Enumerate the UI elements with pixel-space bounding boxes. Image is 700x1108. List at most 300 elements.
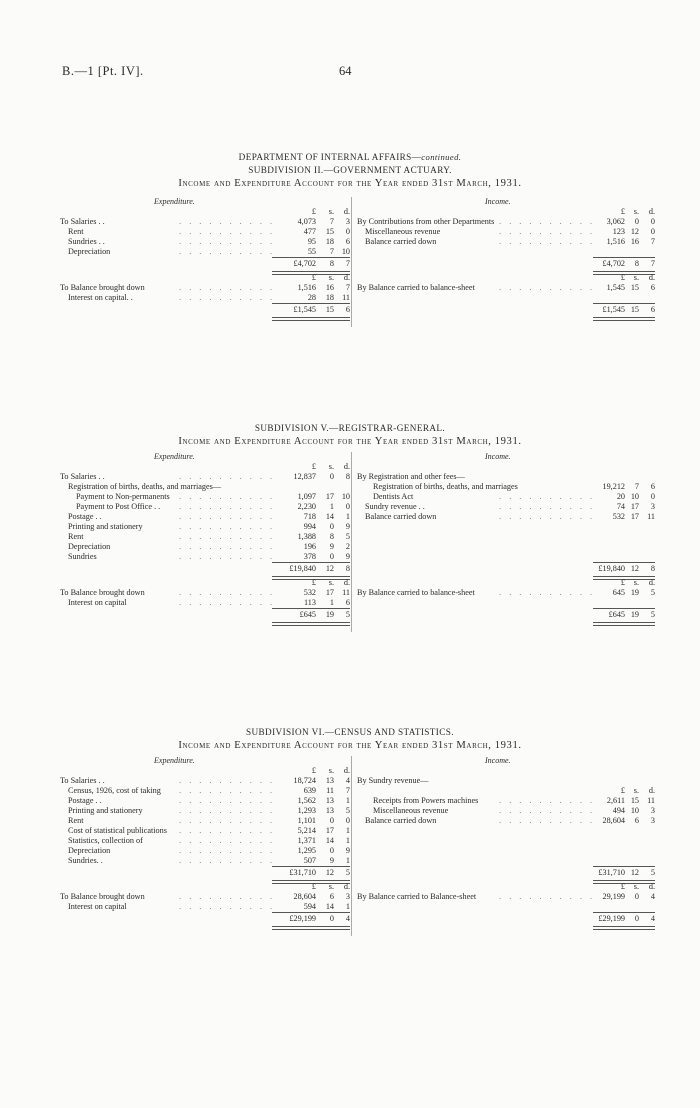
amount-pence: 0 xyxy=(345,227,350,236)
amount-pence: 1 xyxy=(345,796,350,805)
amount-shillings: 16 xyxy=(325,283,334,292)
amount-pounds: £19,840 xyxy=(598,564,625,573)
leader-dots: . . . . . . . . . . xyxy=(179,776,275,785)
amount xyxy=(272,522,350,532)
total-row xyxy=(357,912,657,922)
entry-label: Payment to Post Office . . xyxy=(76,502,163,512)
amount-shillings: s. xyxy=(328,207,334,216)
amount-shillings: 14 xyxy=(325,902,334,911)
amount-pence: 11 xyxy=(647,796,655,805)
ledger-row xyxy=(357,588,657,598)
amount-shillings: 19 xyxy=(630,588,639,597)
amount xyxy=(593,882,655,892)
amount-shillings: 0 xyxy=(329,846,334,855)
amount-shillings: 19 xyxy=(325,610,334,619)
entry-label: To Salaries . . xyxy=(60,472,108,482)
amount xyxy=(272,882,350,892)
ledger-row xyxy=(357,902,657,912)
total-row xyxy=(357,866,657,876)
leader-dots: . . . . . . . . . . xyxy=(179,237,275,246)
ledger-row xyxy=(357,542,657,552)
amount xyxy=(272,836,350,846)
amount-shillings: s. xyxy=(328,462,334,471)
amount-pounds: 1,545 xyxy=(606,283,625,292)
amount-pence: 1 xyxy=(345,902,350,911)
entry-label: Sundry revenue . . xyxy=(365,502,428,512)
leader-dots: . . . . . . . . . . xyxy=(179,786,275,795)
subdivision-title: SUBDIVISION II.—GOVERNMENT ACTUARY. xyxy=(248,165,452,175)
amount-pence: 3 xyxy=(345,217,350,226)
amount-shillings: s. xyxy=(328,273,334,282)
amount xyxy=(272,598,350,608)
amount-pence: 5 xyxy=(650,588,655,597)
ledger-row xyxy=(60,217,350,227)
amount-pounds: 645 xyxy=(612,588,625,597)
entry-label: Sundries. . xyxy=(68,856,106,866)
amount-shillings: 14 xyxy=(325,512,334,521)
ledger-row xyxy=(357,598,657,608)
amount-shillings: 0 xyxy=(329,552,334,561)
amount-shillings: 15 xyxy=(630,305,639,314)
amount-pence: d. xyxy=(648,786,655,795)
amount-pounds: £ xyxy=(620,273,625,282)
amount-shillings: 15 xyxy=(325,227,334,236)
amount-shillings: 17 xyxy=(630,502,639,511)
ledger-row xyxy=(357,552,657,562)
leader-dots: . . . . . . . . . . xyxy=(179,472,275,481)
subdivision-title: SUBDIVISION VI.—CENSUS AND STATISTICS. xyxy=(245,727,455,737)
entry-label: Printing and stationery xyxy=(68,522,146,532)
amount-pounds: 1,516 xyxy=(606,237,625,246)
amount-pounds: 2,611 xyxy=(606,796,625,805)
total-row xyxy=(357,608,657,618)
amount-shillings: 13 xyxy=(325,776,334,785)
amount xyxy=(272,856,350,866)
amount-shillings: 10 xyxy=(630,806,639,815)
ledger-row xyxy=(357,816,657,826)
amount-pounds: £645 xyxy=(299,610,316,619)
amount-pence: 11 xyxy=(342,293,350,302)
amount-pounds: £29,199 xyxy=(598,914,625,923)
amount-pence: 4 xyxy=(650,892,655,901)
amount-pounds: £ xyxy=(620,882,625,891)
amount-pounds: 113 xyxy=(304,598,316,607)
amount-pounds: £ xyxy=(620,786,625,795)
amount-pounds: £ xyxy=(311,462,316,471)
ledger-row xyxy=(357,462,657,472)
units-row xyxy=(357,207,657,217)
amount-pence: 5 xyxy=(345,610,350,619)
column-divider xyxy=(351,197,352,327)
leader-dots: . . . . . . . . . . xyxy=(179,283,275,292)
amount-shillings: 0 xyxy=(634,217,639,226)
leader-dots: . . . . . . . . . . xyxy=(179,856,275,865)
leader-dots: . . . . . . . . . . xyxy=(499,892,595,901)
entry-label: Cost of statistical publications xyxy=(68,826,170,836)
leader-dots: . . . . . . . . . . xyxy=(179,588,275,597)
amount-pence: 7 xyxy=(345,283,350,292)
amount-shillings: 6 xyxy=(329,892,334,901)
leader-dots: . . . . . . . . . . xyxy=(499,227,595,236)
amount xyxy=(272,472,350,482)
ledger-row xyxy=(357,217,657,227)
entry-label: By Contributions from other Departments xyxy=(357,217,497,227)
ledger-row xyxy=(357,293,657,303)
leader-dots: . . . . . . . . . . xyxy=(179,217,275,226)
total-row xyxy=(357,562,657,572)
amount xyxy=(272,532,350,542)
amount-shillings: 17 xyxy=(325,588,334,597)
amount xyxy=(272,846,350,856)
leader-dots: . . . . . . . . . . xyxy=(179,806,275,815)
amount-pence: 9 xyxy=(345,552,350,561)
leader-dots: . . . . . . . . . . xyxy=(179,846,275,855)
amount-shillings: s. xyxy=(633,207,639,216)
expenditure-column xyxy=(60,452,350,618)
amount-pounds: 1,097 xyxy=(297,492,316,501)
ledger-row xyxy=(60,806,350,816)
ledger-row xyxy=(357,237,657,247)
ledger-row xyxy=(60,826,350,836)
amount-shillings: 9 xyxy=(329,856,334,865)
ledger-row xyxy=(357,227,657,237)
amount-pounds: 74 xyxy=(616,502,625,511)
amount xyxy=(272,227,350,237)
amount-pence: 5 xyxy=(650,610,655,619)
entry-label: Depreciation xyxy=(68,542,113,552)
amount-pounds: 28,604 xyxy=(602,816,625,825)
amount xyxy=(272,806,350,816)
amount xyxy=(272,237,350,247)
amount-pence: 7 xyxy=(345,259,350,268)
ledger-row xyxy=(357,776,657,786)
amount-pence: 8 xyxy=(345,564,350,573)
amount xyxy=(593,273,655,283)
amount xyxy=(272,512,350,522)
amount-pounds: 55 xyxy=(307,247,316,256)
amount xyxy=(272,492,350,502)
amount-pence: 1 xyxy=(345,826,350,835)
amount xyxy=(593,237,655,247)
units-row xyxy=(60,578,350,588)
leader-dots: . . . . . . . . . . xyxy=(499,502,595,511)
amount-shillings: 18 xyxy=(325,237,334,246)
amount-pounds: 20 xyxy=(616,492,625,501)
units-row xyxy=(357,578,657,588)
units-row xyxy=(60,462,350,472)
amount-pounds: £29,199 xyxy=(289,914,316,923)
leader-dots: . . . . . . . . . . xyxy=(179,492,275,501)
amount-shillings: 15 xyxy=(630,283,639,292)
amount-pence: d. xyxy=(648,207,655,216)
entry-label: Balance carried down xyxy=(365,237,439,247)
ledger-row xyxy=(357,892,657,902)
amount xyxy=(593,912,655,927)
amount-shillings: 13 xyxy=(325,796,334,805)
amount-pence: d. xyxy=(648,882,655,891)
amount-shillings: 0 xyxy=(329,816,334,825)
column-heading-row xyxy=(357,197,657,207)
amount-pence: d. xyxy=(343,766,350,775)
expenditure-column xyxy=(60,197,350,313)
entry-label: By Sundry revenue— xyxy=(357,776,431,786)
amount xyxy=(272,892,350,902)
leader-dots: . . . . . . . . . . xyxy=(179,892,275,901)
amount xyxy=(593,892,655,902)
total-row xyxy=(357,257,657,267)
amount-pounds: £31,710 xyxy=(289,868,316,877)
amount-pounds: 532 xyxy=(303,588,316,597)
amount xyxy=(272,766,350,776)
ledger-row xyxy=(60,796,350,806)
amount-shillings: 8 xyxy=(634,259,639,268)
amount-pounds: £ xyxy=(311,882,316,891)
ledger-row xyxy=(60,776,350,786)
amount-pence: 1 xyxy=(345,512,350,521)
amount-shillings: 1 xyxy=(329,598,334,607)
entry-label: By Registration and other fees— xyxy=(357,472,468,482)
leader-dots: . . . . . . . . . . xyxy=(499,283,595,292)
units-row xyxy=(60,766,350,776)
entry-label: Interest on capital xyxy=(68,598,130,608)
amount-pounds: 494 xyxy=(612,806,625,815)
ledger-row xyxy=(60,502,350,512)
ledger-row xyxy=(60,522,350,532)
document-reference: B.—1 [Pt. IV]. xyxy=(62,64,144,78)
leader-dots: . . . . . . . . . . xyxy=(179,247,275,256)
amount-pounds: £4,702 xyxy=(602,259,625,268)
amount-pence: 2 xyxy=(345,542,350,551)
amount xyxy=(593,207,655,217)
amount xyxy=(272,303,350,318)
ledger-row xyxy=(357,482,657,492)
entry-label: Payment to Non-permanents xyxy=(76,492,173,502)
amount xyxy=(593,608,655,623)
entry-label: Interest on capital. . xyxy=(68,293,136,303)
amount-pence: 0 xyxy=(345,816,350,825)
amount-shillings: s. xyxy=(633,786,639,795)
amount-shillings: 8 xyxy=(329,532,334,541)
total-row xyxy=(60,562,350,572)
amount xyxy=(272,257,350,272)
amount-shillings: s. xyxy=(328,766,334,775)
amount-pence: 9 xyxy=(345,522,350,531)
amount-shillings: 9 xyxy=(329,542,334,551)
leader-dots: . . . . . . . . . . xyxy=(499,492,595,501)
account-title: Income and Expenditure Account for the Year ended 31st March, 1931. xyxy=(178,740,522,751)
entry-label: Miscellaneous revenue xyxy=(365,227,443,237)
entry-label: To Salaries . . xyxy=(60,217,108,227)
amount-pounds: £ xyxy=(311,207,316,216)
column-heading-row xyxy=(60,197,350,207)
amount-pounds: 1,516 xyxy=(297,283,316,292)
ledger-row xyxy=(60,492,350,502)
ledger-row xyxy=(60,902,350,912)
amount-shillings: 0 xyxy=(634,914,639,923)
ledger-row xyxy=(357,522,657,532)
amount-shillings: 11 xyxy=(326,786,334,795)
entry-label: Sundries xyxy=(68,552,100,562)
amount xyxy=(272,608,350,623)
amount-pence: 0 xyxy=(345,502,350,511)
leader-dots: . . . . . . . . . . xyxy=(179,532,275,541)
amount-pounds: 718 xyxy=(303,512,316,521)
amount-pounds: 18,724 xyxy=(293,776,316,785)
amount-pence: 5 xyxy=(345,532,350,541)
entry-label: Miscellaneous revenue xyxy=(373,806,451,816)
amount-pence: 1 xyxy=(345,836,350,845)
section-heading-registrar xyxy=(0,423,700,451)
total-row xyxy=(357,303,657,313)
amount-shillings: 6 xyxy=(634,816,639,825)
amount-shillings: 14 xyxy=(325,836,334,845)
amount xyxy=(272,786,350,796)
ledger-row xyxy=(60,552,350,562)
income-column xyxy=(357,756,657,922)
entry-label: Sundries . . xyxy=(68,237,108,247)
amount-pence: 6 xyxy=(650,283,655,292)
leader-dots: . . . . . . . . . . xyxy=(179,598,275,607)
ledger-row xyxy=(60,588,350,598)
entry-label: Postage . . xyxy=(68,796,105,806)
amount-shillings: 16 xyxy=(630,237,639,246)
amount xyxy=(272,552,350,562)
amount xyxy=(593,303,655,318)
amount-pence: d. xyxy=(343,462,350,471)
leader-dots: . . . . . . . . . . xyxy=(179,293,275,302)
income-heading: Income. xyxy=(485,452,511,461)
leader-dots: . . . . . . . . . . xyxy=(499,512,595,521)
entry-label: Postage . . xyxy=(68,512,105,522)
amount-pounds: £4,702 xyxy=(293,259,316,268)
amount-pence: 3 xyxy=(650,502,655,511)
amount xyxy=(272,796,350,806)
amount-shillings: 18 xyxy=(325,293,334,302)
leader-dots: . . . . . . . . . . xyxy=(179,552,275,561)
continued-note: continued. xyxy=(421,152,462,162)
ledger-row xyxy=(357,856,657,866)
ledger-row xyxy=(60,532,350,542)
entry-label: Dentists Act xyxy=(373,492,416,502)
entry-label: To Balance brought down xyxy=(60,892,148,902)
amount-pence: 3 xyxy=(650,806,655,815)
amount-shillings: 10 xyxy=(630,492,639,501)
income-heading: Income. xyxy=(485,197,511,206)
amount-pence: 0 xyxy=(650,217,655,226)
ledger-row xyxy=(357,502,657,512)
leader-dots: . . . . . . . . . . xyxy=(179,836,275,845)
entry-label: Balance carried down xyxy=(365,512,439,522)
amount-pence: 0 xyxy=(650,227,655,236)
amount xyxy=(593,588,655,598)
amount-pounds: £19,840 xyxy=(289,564,316,573)
entry-label: By Balance carried to Balance-sheet xyxy=(357,892,479,902)
amount-pence: 4 xyxy=(650,914,655,923)
ledger-row xyxy=(60,247,350,257)
amount-shillings: s. xyxy=(633,578,639,587)
amount-pounds: £ xyxy=(311,578,316,587)
amount-pence: d. xyxy=(343,882,350,891)
ledger-row xyxy=(60,598,350,608)
ledger-row xyxy=(357,836,657,846)
entry-label: Census, 1926, cost of taking xyxy=(68,786,164,796)
amount-pence: 6 xyxy=(345,305,350,314)
amount-pounds: 639 xyxy=(303,786,316,795)
leader-dots: . . . . . . . . . . xyxy=(499,217,595,226)
amount-pence: 3 xyxy=(650,816,655,825)
amount-shillings: 17 xyxy=(630,512,639,521)
amount xyxy=(272,816,350,826)
amount-pounds: 532 xyxy=(612,512,625,521)
expenditure-heading: Expenditure. xyxy=(154,756,195,765)
amount-pounds: 994 xyxy=(303,522,316,531)
entry-label: By Balance carried to balance-sheet xyxy=(357,283,478,293)
amount-shillings: 13 xyxy=(325,806,334,815)
amount-shillings: 0 xyxy=(329,914,334,923)
ledger-row xyxy=(60,512,350,522)
amount-pounds: £31,710 xyxy=(598,868,625,877)
amount xyxy=(593,866,655,881)
amount-pounds: 3,062 xyxy=(606,217,625,226)
income-column xyxy=(357,452,657,618)
amount xyxy=(272,912,350,927)
amount xyxy=(272,826,350,836)
leader-dots: . . . . . . . . . . xyxy=(179,227,275,236)
amount-pounds: 1,101 xyxy=(297,816,316,825)
amount-pounds: £ xyxy=(620,207,625,216)
amount-pence: 6 xyxy=(650,482,655,491)
amount-shillings: 7 xyxy=(634,482,639,491)
amount xyxy=(593,562,655,577)
ledger-row xyxy=(60,836,350,846)
ledger-row xyxy=(60,892,350,902)
amount-pounds: 95 xyxy=(307,237,316,246)
amount-pounds: 28,604 xyxy=(293,892,316,901)
ledger-row xyxy=(60,472,350,482)
amount-pounds: 12,837 xyxy=(293,472,316,481)
ledger-row xyxy=(357,472,657,482)
entry-label: Statistics, collection of xyxy=(68,836,146,846)
amount xyxy=(272,283,350,293)
income-column xyxy=(357,197,657,313)
entry-label: Registration of births, deaths, and marriages— xyxy=(68,482,224,492)
amount-shillings: 12 xyxy=(325,564,334,573)
amount-shillings: s. xyxy=(328,882,334,891)
amount-pounds: £ xyxy=(620,578,625,587)
amount-pounds: 29,199 xyxy=(602,892,625,901)
amount-pounds: 2,230 xyxy=(297,502,316,511)
ledger-row xyxy=(357,512,657,522)
income-heading: Income. xyxy=(485,756,511,765)
amount-pence: 5 xyxy=(345,868,350,877)
subdivision-title: SUBDIVISION V.—REGISTRAR-GENERAL. xyxy=(254,423,446,433)
amount-pounds: £1,545 xyxy=(602,305,625,314)
amount xyxy=(593,283,655,293)
amount-pence: 11 xyxy=(647,512,655,521)
entry-label: Interest on capital xyxy=(68,902,130,912)
leader-dots: . . . . . . . . . . xyxy=(179,512,275,521)
entry-label: To Salaries . . xyxy=(60,776,108,786)
leader-dots: . . . . . . . . . . xyxy=(499,806,595,815)
entry-label: Printing and stationery xyxy=(68,806,146,816)
amount-pence: 11 xyxy=(342,588,350,597)
column-heading-row xyxy=(60,452,350,462)
amount-pounds: 378 xyxy=(303,552,316,561)
total-row xyxy=(60,303,350,313)
leader-dots: . . . . . . . . . . xyxy=(179,902,275,911)
amount-pence: 5 xyxy=(650,868,655,877)
amount xyxy=(272,207,350,217)
